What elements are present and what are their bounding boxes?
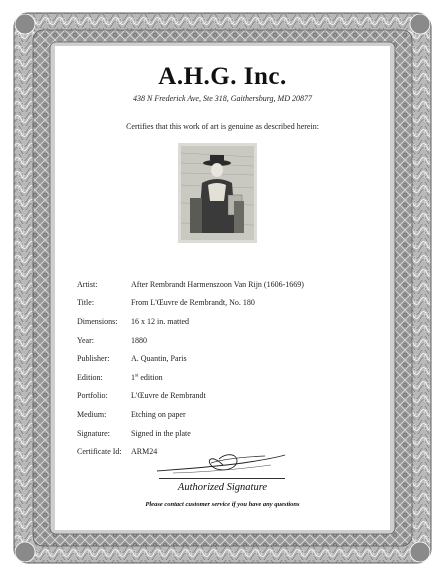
detail-row-publisher — [77, 349, 377, 368]
detail-row-edition — [77, 368, 377, 387]
detail-row-signature — [77, 424, 377, 443]
edition-suffix: st — [135, 373, 139, 379]
contact-notice: Please contact customer service if you have any questions — [145, 501, 300, 508]
dimensions-value: 16 x 12 in. matted — [131, 316, 189, 326]
title-label: Title: — [77, 298, 95, 308]
portfolio-value: L'Œuvre de Rembrandt — [131, 391, 206, 401]
year-label: Year: — [77, 335, 94, 345]
edition-word: edition — [138, 372, 163, 382]
detail-row-title — [77, 294, 377, 313]
signature-value: Signed in the plate — [131, 428, 191, 438]
authorized-signature-label: Authorized Signature — [177, 482, 268, 493]
certificate-label: Certificate Id: — [77, 447, 122, 457]
detail-row-medium — [77, 405, 377, 424]
publisher-label: Publisher: — [77, 354, 110, 364]
artist-value: After Rembrandt Harmenszoon Van Rijn (1606-1669) — [131, 279, 304, 289]
certificate-value: ARM24 — [131, 447, 158, 457]
signature-label: Signature: — [77, 428, 110, 438]
detail-row-artist — [77, 275, 377, 294]
signature-line — [159, 478, 285, 479]
detail-row-year — [77, 331, 377, 350]
certificate-body — [55, 46, 390, 530]
medium-value: Etching on paper — [131, 409, 186, 419]
edition-value — [131, 368, 377, 387]
medium-label: Medium: — [77, 409, 107, 419]
dimensions-label: Dimensions: — [77, 316, 118, 326]
rembrandt-etching-portrait-icon — [178, 143, 257, 243]
detail-row-dimensions — [77, 312, 377, 331]
year-value: 1880 — [131, 335, 147, 345]
detail-row-portfolio — [77, 387, 377, 406]
certifies-statement: Certifies that this work of art is genuine as described herein: — [126, 122, 319, 131]
portfolio-label: Portfolio: — [77, 391, 108, 401]
company-name: A.H.G. Inc. — [158, 63, 287, 90]
publisher-value: A. Quantin, Paris — [131, 354, 187, 364]
title-value: From L'Œuvre de Rembrandt, No. 180 — [131, 298, 255, 308]
artist-label: Artist: — [77, 279, 98, 289]
edition-number: 1 — [131, 372, 135, 382]
artwork-details-table — [77, 275, 377, 461]
edition-label: Edition: — [77, 372, 103, 382]
company-address: 438 N Frederick Ave, Ste 318, Gaithersburg, MD 20877 — [132, 94, 312, 103]
handwritten-signature-icon — [153, 443, 289, 477]
